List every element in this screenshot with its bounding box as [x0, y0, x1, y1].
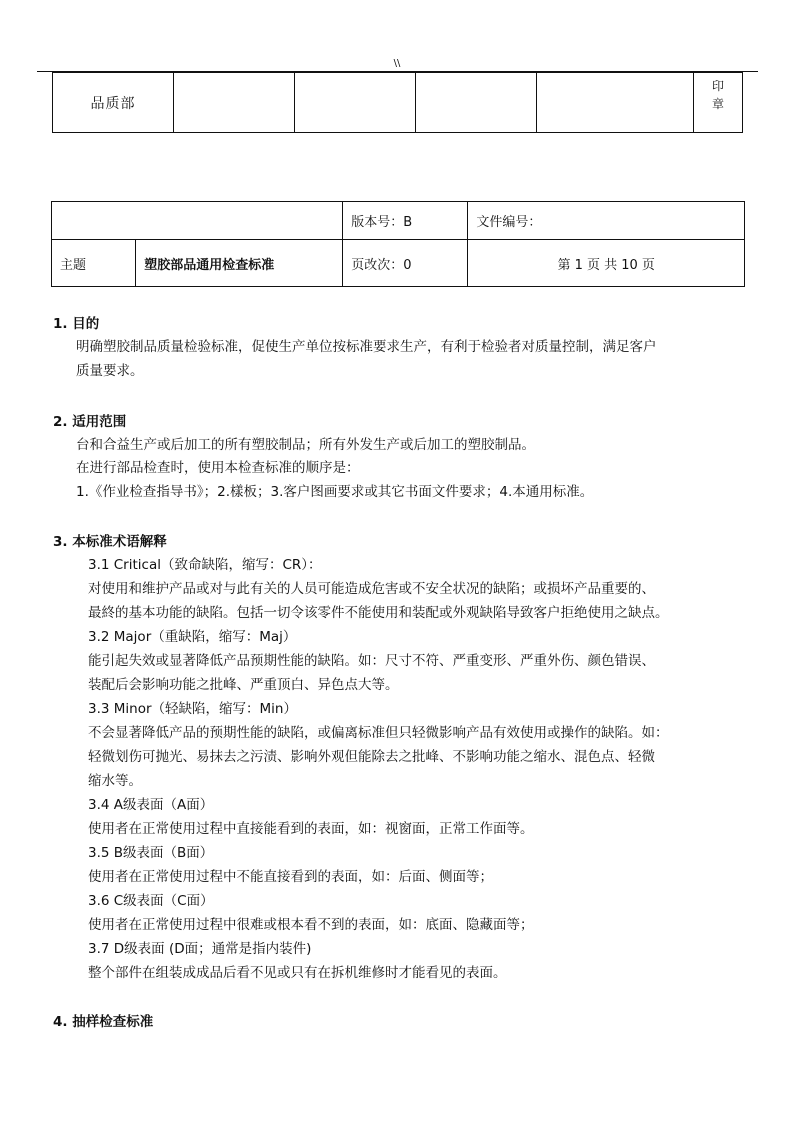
- term-heading: 3.2 Major（重缺陷，缩写：Maj）: [88, 629, 297, 645]
- section-3-line: 装配后会影响功能之批峰、严重顶白、异色点大等。: [88, 677, 399, 693]
- section-3-heading: 3. 本标准术语解释: [53, 534, 167, 550]
- section-3-line: 使用者在正常使用过程中直接能看到的表面，如：视窗面，正常工作面等。: [88, 821, 534, 837]
- section-3-line: 使用者在正常使用过程中很难或根本看不到的表面，如：底面、隐藏面等；: [88, 917, 534, 933]
- seal-cell: 印 章: [694, 73, 743, 133]
- section-2-heading: 2. 适用范围: [53, 414, 127, 430]
- term-heading: 3.6 C级表面（C面）: [88, 893, 214, 909]
- document-info-table: [51, 201, 745, 287]
- page-info-cell: 第 1 页 共 10 页: [468, 240, 745, 287]
- signature-cell-2: [295, 73, 416, 133]
- section-3-line: 缩水等。: [88, 773, 142, 789]
- section-1-heading: 1. 目的: [53, 316, 100, 332]
- section-3-line: 最終的基本功能的缺陷。包括一切令该零件不能使用和装配或外观缺陷导致客户拒绝使用之缺点。: [88, 605, 669, 621]
- page-header-mark: \\: [393, 58, 401, 69]
- version-cell: 版本号：B: [343, 202, 468, 240]
- section-2-line: 台和合益生产或后加工的所有塑胶制品；所有外发生产或后加工的塑胶制品。: [76, 437, 535, 453]
- section-4-heading: 4. 抽样检查标准: [53, 1014, 154, 1030]
- signature-cell-4: [537, 73, 694, 133]
- section-3-line: 轻微划伤可抛光、易抹去之污渍、影响外观但能除去之批峰、不影响功能之缩水、混色点、轻微: [88, 749, 655, 765]
- section-3-line: 使用者在正常使用过程中不能直接看到的表面，如：后面、侧面等；: [88, 869, 493, 885]
- term-heading: 3.4 A级表面（A面）: [88, 797, 214, 813]
- subject-title: 塑胶部品通用检查标准: [136, 240, 343, 287]
- section-2-line: 在进行部品检查时，使用本检查标准的顺序是：: [76, 460, 360, 476]
- term-heading: 3.7 D级表面 (D面；通常是指内装件): [88, 941, 312, 957]
- approval-table: [52, 72, 743, 133]
- signature-cell-3: [416, 73, 537, 133]
- section-3-line: 能引起失效或显著降低产品预期性能的缺陷。如：尺寸不符、严重变形、严重外伤、颜色错误、: [88, 653, 655, 669]
- section-3-line: 对使用和维护产品或对与此有关的人员可能造成危害或不安全状况的缺陷；或损坏产品重要的、: [88, 581, 655, 597]
- department-cell: 品质部: [53, 73, 174, 133]
- revision-cell: 页改次：0: [343, 240, 468, 287]
- blank-cell: [52, 202, 343, 240]
- section-3-line: 整个部件在组装成成品后看不见或只有在拆机维修时才能看见的表面。: [88, 965, 507, 981]
- section-1-line: 质量要求。: [76, 363, 144, 379]
- file-number-cell: 文件编号：: [468, 202, 745, 240]
- term-heading: 3.3 Minor（轻缺陷，缩写：Min）: [88, 701, 297, 717]
- term-heading: 3.1 Critical（致命缺陷，缩写：CR）：: [88, 557, 322, 573]
- signature-cell-1: [174, 73, 295, 133]
- section-3-line: 不会显著降低产品的预期性能的缺陷，或偏离标准但只轻微影响产品有效使用或操作的缺陷。如：: [88, 725, 669, 741]
- section-2-line: 1.《作业检查指导书》；2.樣板；3.客户图画要求或其它书面文件要求；4.本通用标准。: [76, 484, 594, 500]
- subject-label: 主题: [52, 240, 136, 287]
- section-1-line: 明确塑胶制品质量检验标准，促使生产单位按标准要求生产，有利于检验者对质量控制，满足客户: [76, 339, 657, 355]
- term-heading: 3.5 B级表面（B面）: [88, 845, 214, 861]
